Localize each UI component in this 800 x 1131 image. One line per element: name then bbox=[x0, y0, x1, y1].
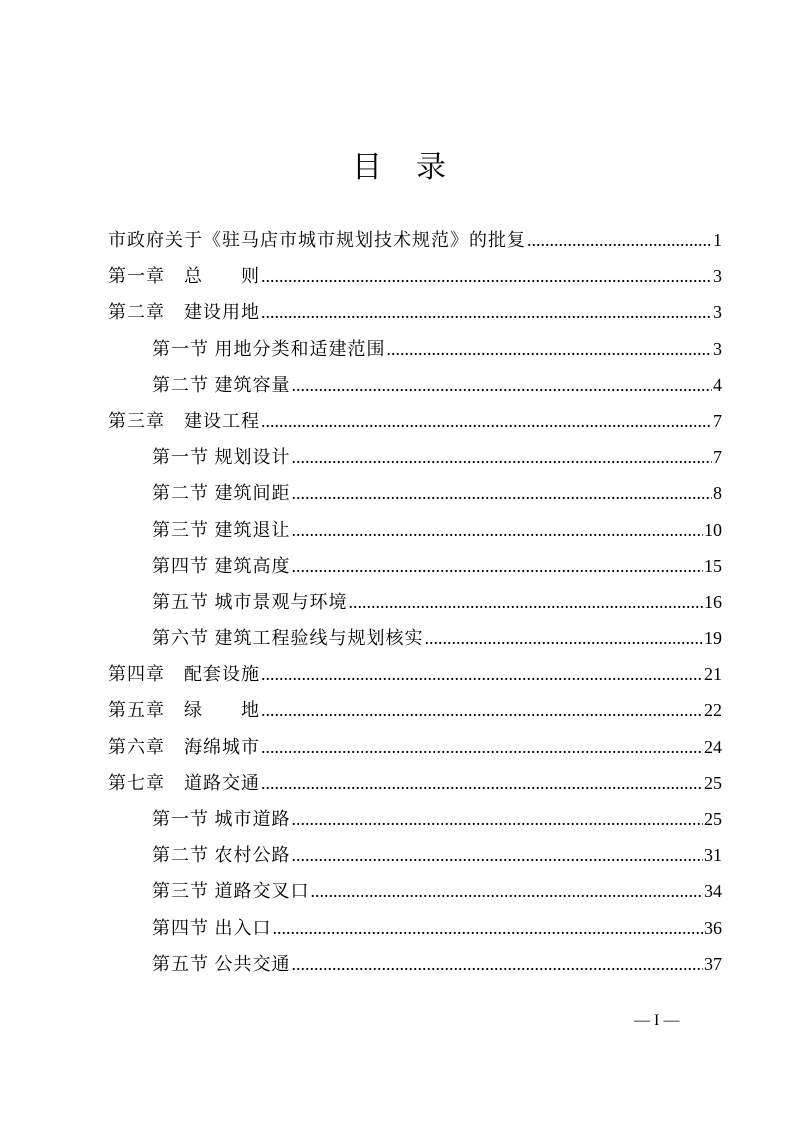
toc-section-entry[interactable] bbox=[108, 620, 722, 656]
toc-entry-page: 37 bbox=[704, 953, 722, 974]
toc-entry-label: 第一节 用地分类和适建范围 bbox=[152, 338, 386, 359]
toc-entry-page: 1 bbox=[713, 230, 722, 250]
toc-section-entry[interactable] bbox=[108, 331, 722, 367]
page-number-footer: — I — bbox=[634, 1012, 680, 1029]
toc-chapter-entry[interactable] bbox=[108, 692, 722, 728]
dot-leader bbox=[349, 584, 704, 620]
toc-entry-page: 22 bbox=[704, 700, 722, 721]
toc-chapter-entry[interactable] bbox=[108, 729, 722, 765]
toc-entry-label: 第三节 建筑退让 bbox=[152, 519, 291, 540]
dot-leader bbox=[273, 910, 704, 946]
dot-leader bbox=[311, 873, 704, 909]
dot-leader bbox=[261, 729, 703, 765]
toc-entry-page: 24 bbox=[704, 736, 722, 757]
toc-chapter-entry[interactable] bbox=[108, 258, 722, 294]
toc-title: 目 录 bbox=[352, 150, 448, 185]
dot-leader bbox=[292, 439, 713, 475]
toc-section-entry[interactable] bbox=[108, 367, 722, 403]
toc-entry-label: 第七章 道路交通 bbox=[108, 772, 260, 793]
toc-entry-page: 31 bbox=[704, 845, 722, 866]
toc-entry-label: 第二节 农村公路 bbox=[152, 845, 291, 866]
dot-leader bbox=[292, 512, 704, 548]
toc-entry-page: 25 bbox=[704, 772, 722, 793]
toc-entry-label: 第五章 绿 地 bbox=[108, 700, 260, 721]
toc-entry-label: 第二节 建筑容量 bbox=[152, 374, 291, 395]
toc-entry-page: 36 bbox=[704, 917, 722, 938]
dot-leader bbox=[292, 548, 704, 584]
table-of-contents bbox=[108, 222, 722, 982]
dot-leader bbox=[261, 403, 712, 439]
toc-entry-label: 第三章 建设工程 bbox=[108, 410, 260, 431]
dot-leader bbox=[292, 837, 704, 873]
dot-leader bbox=[261, 258, 712, 294]
toc-section-entry[interactable] bbox=[108, 873, 722, 909]
toc-chapter-entry[interactable] bbox=[108, 403, 722, 439]
toc-entry-label: 第一章 总 则 bbox=[108, 266, 260, 287]
toc-entry-page: 21 bbox=[704, 664, 722, 685]
toc-entry-page: 7 bbox=[713, 447, 722, 468]
toc-chapter-entry[interactable] bbox=[108, 222, 722, 258]
toc-section-entry[interactable] bbox=[108, 946, 722, 982]
toc-entry-page: 15 bbox=[704, 555, 722, 576]
toc-section-entry[interactable] bbox=[108, 548, 722, 584]
toc-entry-page: 3 bbox=[713, 266, 722, 287]
toc-entry-label: 第四章 配套设施 bbox=[108, 664, 260, 685]
toc-section-entry[interactable] bbox=[108, 801, 722, 837]
toc-section-entry[interactable] bbox=[108, 837, 722, 873]
dot-leader bbox=[292, 946, 704, 982]
toc-entry-page: 34 bbox=[704, 881, 722, 902]
toc-section-entry[interactable] bbox=[108, 910, 722, 946]
toc-section-entry[interactable] bbox=[108, 475, 722, 511]
dot-leader bbox=[292, 475, 713, 511]
toc-chapter-entry[interactable] bbox=[108, 294, 722, 330]
dot-leader bbox=[261, 656, 703, 692]
dot-leader bbox=[292, 367, 713, 403]
toc-entry-page: 19 bbox=[704, 628, 722, 649]
dot-leader bbox=[425, 620, 704, 656]
toc-entry-page: 3 bbox=[713, 338, 722, 359]
dot-leader bbox=[261, 294, 712, 330]
toc-entry-label: 第六节 建筑工程验线与规划核实 bbox=[152, 628, 424, 649]
toc-section-entry[interactable] bbox=[108, 584, 722, 620]
toc-entry-label: 第六章 海绵城市 bbox=[108, 736, 260, 757]
toc-entry-page: 3 bbox=[713, 302, 722, 323]
toc-entry-label: 第一节 城市道路 bbox=[152, 809, 291, 829]
toc-chapter-entry[interactable] bbox=[108, 765, 722, 801]
toc-entry-page: 7 bbox=[713, 410, 722, 431]
toc-chapter-entry[interactable] bbox=[108, 656, 722, 692]
toc-entry-page: 16 bbox=[704, 591, 722, 612]
toc-entry-page: 25 bbox=[704, 809, 722, 829]
dot-leader bbox=[292, 801, 704, 837]
toc-entry-label: 第一节 规划设计 bbox=[152, 447, 291, 468]
toc-entry-label: 第二节 建筑间距 bbox=[152, 483, 291, 504]
toc-entry-page: 8 bbox=[713, 483, 722, 504]
toc-entry-label: 第五节 公共交通 bbox=[152, 953, 291, 974]
toc-section-entry[interactable] bbox=[108, 512, 722, 548]
toc-section-entry[interactable] bbox=[108, 439, 722, 475]
toc-entry-label: 第四节 出入口 bbox=[152, 917, 272, 938]
toc-entry-page: 4 bbox=[713, 374, 722, 395]
dot-leader bbox=[527, 222, 712, 258]
toc-entry-label: 第四节 建筑高度 bbox=[152, 555, 291, 576]
toc-entry-label: 市政府关于《驻马店市城市规划技术规范》的批复 bbox=[108, 230, 526, 250]
dot-leader bbox=[387, 331, 713, 367]
toc-entry-label: 第三节 道路交叉口 bbox=[152, 881, 310, 902]
toc-entry-label: 第二章 建设用地 bbox=[108, 302, 260, 323]
toc-entry-label: 第五节 城市景观与环境 bbox=[152, 591, 348, 612]
dot-leader bbox=[261, 765, 703, 801]
toc-entry-page: 10 bbox=[704, 519, 722, 540]
dot-leader bbox=[261, 692, 703, 728]
